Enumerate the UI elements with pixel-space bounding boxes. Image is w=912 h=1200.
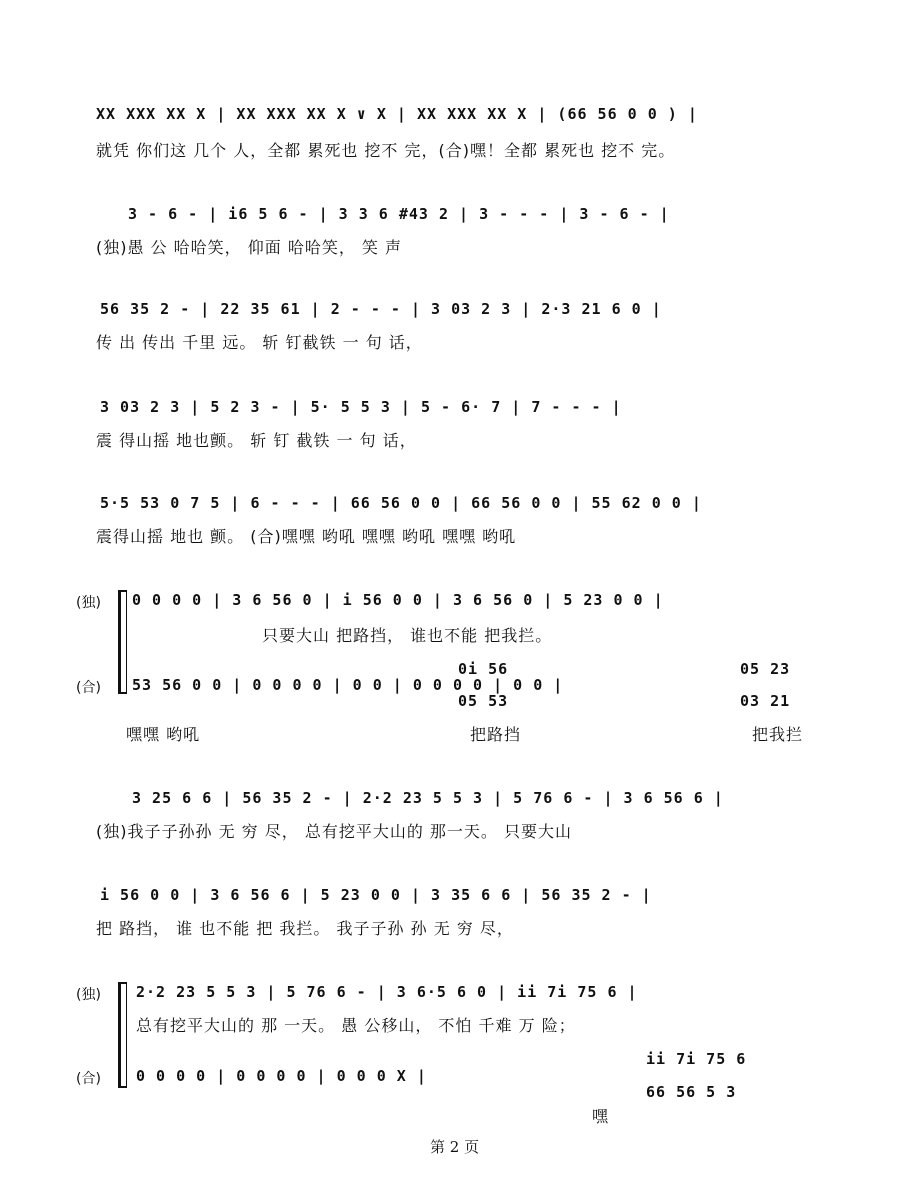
solo-label: (独) bbox=[76, 987, 101, 1003]
lyrics-line-2: (独)愚 公 哈哈笑， 仰面 哈哈笑， 笑 声 bbox=[96, 238, 403, 257]
lyrics-line-3: 传 出 传出 千里 远。 斩 钉截铁 一 句 话， bbox=[96, 333, 423, 352]
lyrics-line-4: 震 得山摇 地也颤。 斩 钉 截铁 一 句 话， bbox=[96, 431, 417, 450]
notation-line-6: 3 25 6 6 | 56 35 2 - | 2·2 23 5 5 3 | 5 76 6 - | 3 6 56 6 | bbox=[132, 789, 724, 807]
lyrics-line-5: 震得山摇 地也 颤。 (合)嘿嘿 哟吼 嘿嘿 哟吼 嘿嘿 哟吼 bbox=[96, 527, 517, 546]
system-bracket bbox=[118, 982, 121, 1088]
notation-line-5: 5·5 53 0 7 5 | 6 - - - | 66 56 0 0 | 66 56 0 0 | 55 62 0 0 | bbox=[100, 494, 702, 512]
chorus-notation: 53 56 0 0 | 0 0 0 0 | 0 0 | 0 0 0 0 | 0 0 | bbox=[132, 676, 564, 694]
notation-line-7: i 56 0 0 | 3 6 56 6 | 5 23 0 0 | 3 35 6 6 | 56 35 2 - | bbox=[100, 886, 652, 904]
chorus-upper-voice-2: 05 23 bbox=[740, 660, 791, 678]
lyrics-line-6: (独)我子子孙孙 无 穷 尽， 总有挖平大山的 那一天。 只要大山 bbox=[96, 822, 573, 841]
chorus-upper-voice: ii 7i 75 6 bbox=[646, 1050, 747, 1068]
chorus-lower-voice: 66 56 5 3 bbox=[646, 1083, 737, 1101]
chorus-label: (合) bbox=[76, 680, 101, 696]
solo-lyrics: 总有挖平大山的 那 一天。 愚 公移山， 不怕 千难 万 险； bbox=[136, 1016, 576, 1035]
lyrics-line-1: 就凭 你们这 几个 人，全都 累死也 挖不 完，(合)嘿！全都 累死也 挖不 完。 bbox=[96, 141, 676, 160]
system-line bbox=[126, 590, 127, 694]
solo-label: (独) bbox=[76, 595, 101, 611]
notation-line-2: 3 - 6 - | i6 5 6 - | 3 3 6 #43 2 | 3 - - - | 3 - 6 - | bbox=[128, 205, 670, 223]
chorus-lower-voice-1: 05 53 bbox=[458, 692, 509, 710]
solo-notation: 2·2 23 5 5 3 | 5 76 6 - | 3 6·5 6 0 | ii 7i 75 6 | bbox=[136, 983, 638, 1001]
chorus-lyrics-3: 把我拦 bbox=[752, 725, 804, 744]
chorus-upper-voice-1: 0i 56 bbox=[458, 660, 509, 678]
solo-notation: 0 0 0 0 | 3 6 56 0 | i 56 0 0 | 3 6 56 0 | 5 23 0 0 | bbox=[132, 591, 664, 609]
chorus-label: (合) bbox=[76, 1071, 101, 1087]
notation-line-3: 56 35 2 - | 22 35 61 | 2 - - - | 3 03 2 3 | 2·3 21 6 0 | bbox=[100, 300, 662, 318]
lyrics-line-7: 把 路挡， 谁 也不能 把 我拦。 我子子孙 孙 无 穷 尽， bbox=[96, 919, 514, 938]
notation-line-4: 3 03 2 3 | 5 2 3 - | 5· 5 5 3 | 5 - 6· 7 | 7 - - - | bbox=[100, 398, 622, 416]
system-bracket bbox=[118, 590, 121, 694]
chorus-notation: 0 0 0 0 | 0 0 0 0 | 0 0 0 X | bbox=[136, 1067, 427, 1085]
system-line bbox=[126, 982, 127, 1088]
chorus-lyrics-2: 把路挡 bbox=[470, 725, 522, 744]
chorus-lower-voice-2: 03 21 bbox=[740, 692, 791, 710]
chorus-lyrics-1: 嘿嘿 哟吼 bbox=[126, 725, 201, 744]
solo-lyrics: 只要大山 把路挡， 谁也不能 把我拦。 bbox=[262, 626, 553, 645]
page-number: 第 2 页 bbox=[430, 1138, 480, 1156]
notation-line-1: XX XXX XX X | XX XXX XX X ∨ X | XX XXX XX X | (66 56 0 0 ) | bbox=[96, 105, 698, 123]
chorus-lyrics: 嘿 bbox=[592, 1107, 610, 1126]
